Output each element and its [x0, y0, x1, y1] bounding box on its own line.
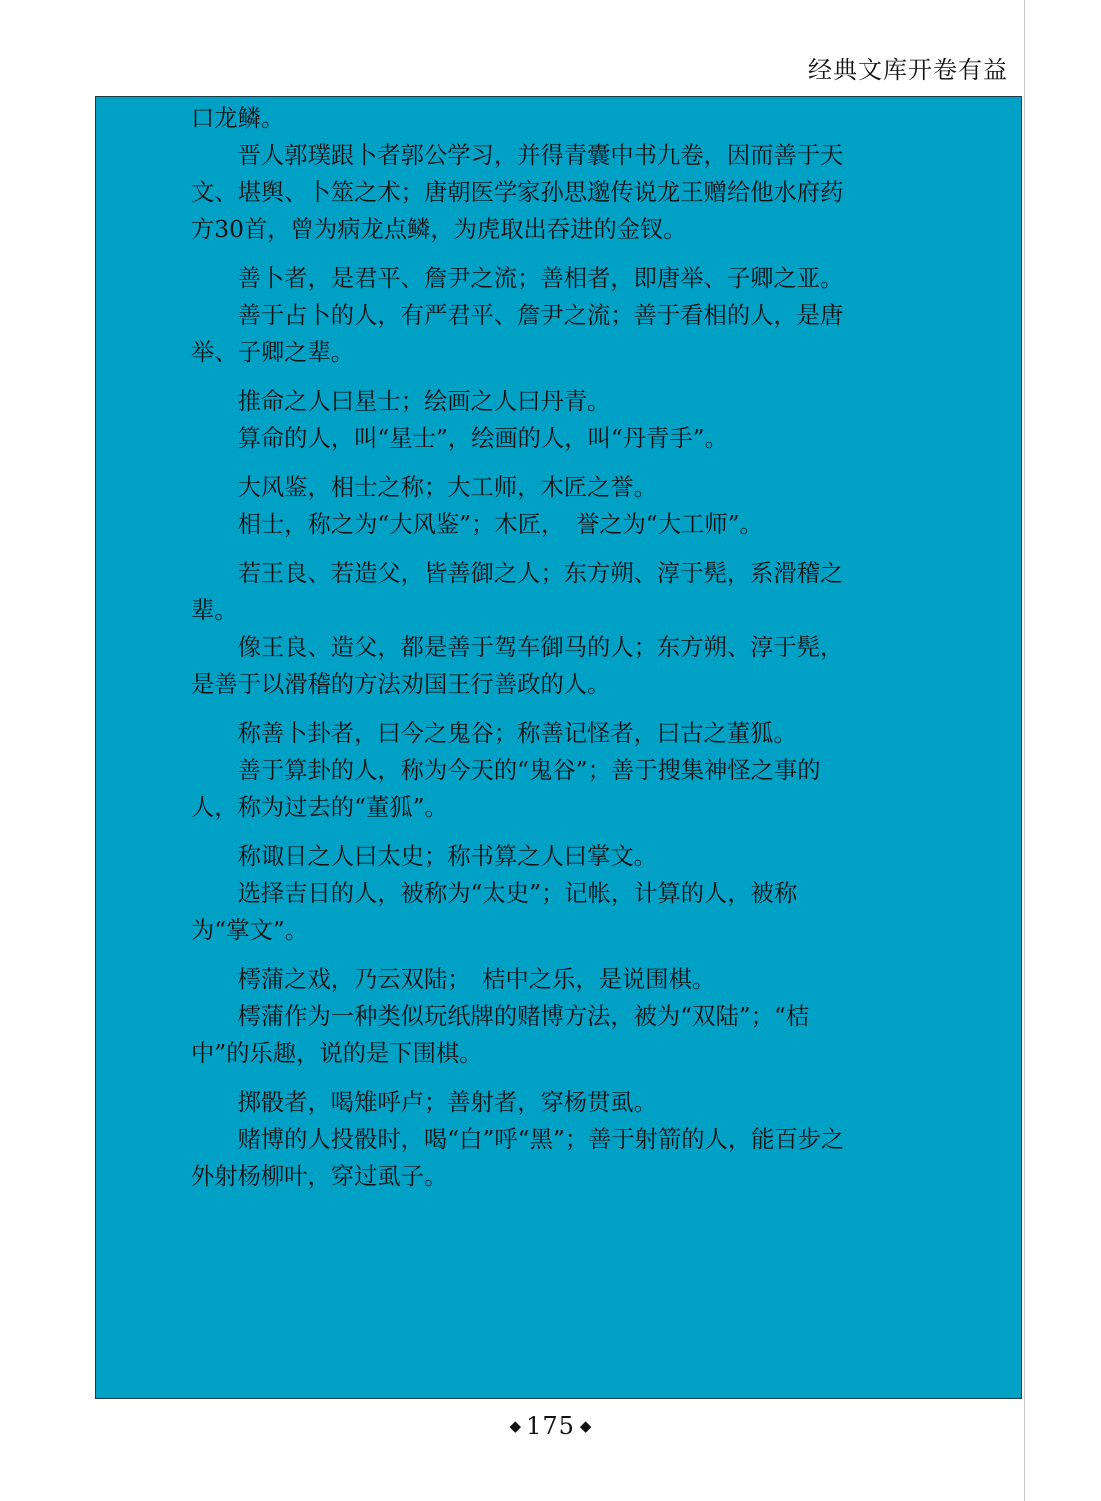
original-text-paragraph: 掷骰者，喝雉呼卢；善射者，穿杨贯虱。 — [237, 1089, 657, 1116]
page-edge-line — [1024, 0, 1025, 1501]
original-text-paragraph: 推命之人曰星士；绘画之人曰丹青。 — [237, 388, 611, 415]
translation-paragraph: 选择吉日的人，被称为“太史”；记帐，计算的人，被称为“掌文”。 — [191, 880, 798, 944]
translation-paragraph: 善于算卦的人，称为今天的“鬼谷”；善于搜集神怪之事的人，称为过去的“董狐”。 — [191, 757, 821, 821]
original-text-paragraph: 大风鉴，相士之称；大工师，木匠之誉。 — [237, 474, 657, 501]
paragraph-list — [191, 137, 855, 1195]
page-number: 175 — [526, 1412, 575, 1440]
translation-paragraph: 像王良、造父，都是善于驾车御马的人；东方朔、淳于髡，是善于以滑稽的方法劝国王行善政的人。 — [191, 634, 844, 698]
original-text-paragraph: 若王良、若造父，皆善御之人；东方朔、淳于髡，系滑稽之辈。 — [191, 560, 844, 624]
original-text-paragraph: 樗蒲之戏，乃云双陆； 桔中之乐，是说围棋。 — [237, 966, 716, 993]
translation-paragraph: 晋人郭璞跟卜者郭公学习，并得青囊中书九卷，因而善于天文、堪舆、卜筮之术；唐朝医学家孙思邈传说龙王赠给他水府药方30首，曾为病龙点鳞，为虎取出吞进的金钗。 — [191, 142, 844, 243]
original-text-paragraph: 称善卜卦者，曰今之鬼谷；称善记怪者，曰古之董狐。 — [237, 720, 797, 747]
body-text — [95, 100, 855, 1195]
continuation-line: 口龙鳞。 — [191, 105, 285, 132]
diamond-icon: ◆ — [509, 1417, 522, 1435]
translation-paragraph: 赌博的人投骰时，喝“白”呼“黑”；善于射箭的人，能百步之外射杨柳叶，穿过虱子。 — [191, 1126, 845, 1190]
translation-paragraph: 相士，称之为“大风鉴”；木匠， 誉之为“大工师”。 — [237, 511, 763, 538]
page-footer — [0, 1412, 1101, 1440]
original-text-paragraph: 善卜者，是君平、詹尹之流；善相者，即唐举、子卿之亚。 — [237, 265, 844, 292]
original-text-paragraph: 称诹日之人曰太史；称书算之人曰掌文。 — [237, 843, 657, 870]
running-header: 经典文库开卷有益 — [808, 56, 1008, 84]
translation-paragraph: 算命的人，叫“星士”，绘画的人，叫“丹青手”。 — [237, 425, 728, 452]
translation-paragraph: 善于占卜的人，有严君平、詹尹之流；善于看相的人，是唐举、子卿之辈。 — [191, 302, 844, 366]
translation-paragraph: 樗蒲作为一种类似玩纸牌的赌博方法，被为“双陆”；“桔中”的乐趣，说的是下围棋。 — [191, 1003, 810, 1067]
diamond-icon: ◆ — [579, 1417, 592, 1435]
